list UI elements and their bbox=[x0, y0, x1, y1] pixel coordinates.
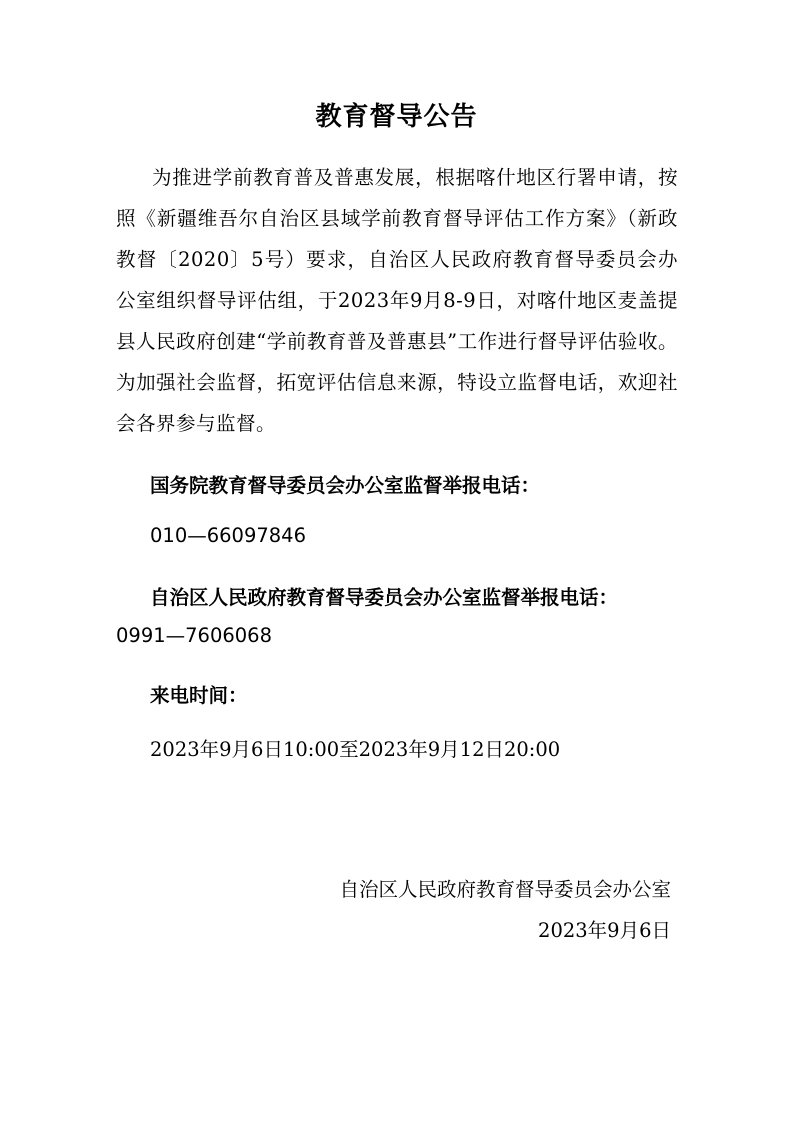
body-paragraph: 为推进学前教育普及普惠发展，根据喀什地区行署申请，按照《新疆维吾尔自治区县域学前教育督导评估工作方案》（新政教督〔2020〕5号）要求，自治区人民政府教育督导委员会办公室组织督导评估组，于2023年9月8-9日，对喀什地区麦盖提县人民政府创建“学前教育普及普惠县”工作进行督导评估验收。为加强社会监督，拓宽评估信息来源，特设立监督电话，欢迎社会各界参与监督。 bbox=[116, 166, 678, 435]
signature-organization: 自治区人民政府教育督导委员会办公室 bbox=[339, 878, 671, 901]
hotline1-label: 国务院教育督导委员会办公室监督举报电话： bbox=[150, 474, 541, 497]
document-title: 教育督导公告 bbox=[315, 102, 478, 132]
hotline1-number: 010—66097846 bbox=[150, 524, 306, 547]
hotline2-number: 0991—7606068 bbox=[116, 624, 272, 647]
call-time-label: 来电时间： bbox=[150, 684, 248, 707]
signature-date: 2023年9月6日 bbox=[538, 919, 671, 942]
hotline2-label: 自治区人民政府教育督导委员会办公室监督举报电话： bbox=[150, 586, 619, 609]
call-time-value: 2023年9月6日10:00至2023年9月12日20:00 bbox=[150, 738, 561, 761]
